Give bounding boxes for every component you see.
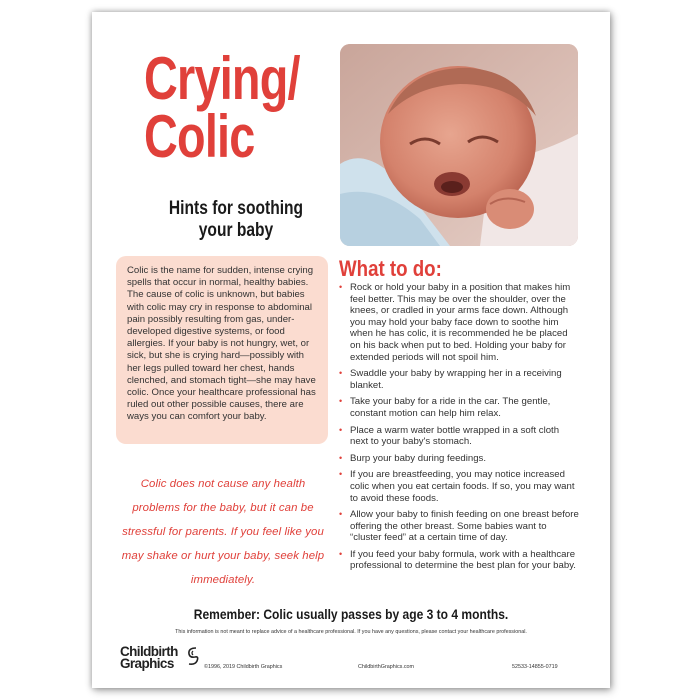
list-item: • If you feed your baby formula, work with a healthcare professional to determine the best plan for your baby. xyxy=(339,548,576,572)
intro-text: Colic is the name for sudden, intense crying spells that occur in normal, healthy babies. The cause of colic is unknown, but babies with colic may cry in response to abdominal pain possibly resulting from gas, under-developed digestive systems, or food allergies. If your baby is not hungry, wet, or sick, but she is crying hard—possibly with her legs pulled toward her chest, hands clenched, and stomach tight—she may have colic. Once your healthcare professional has ruled out other possible causes, there are ways you can comfort your baby. xyxy=(127,265,316,423)
item-number: 52533-14855-0719 xyxy=(512,664,558,670)
swirl-logo-icon xyxy=(186,646,200,666)
bullet-icon: • xyxy=(339,509,343,520)
bullet-icon: • xyxy=(339,452,343,463)
bullet-icon: • xyxy=(339,469,343,480)
subtitle-line-2: your baby xyxy=(198,220,274,241)
bullet-icon: • xyxy=(339,368,343,379)
logo-line-1: Childbirth xyxy=(120,644,178,659)
title-line-2: Colic xyxy=(144,103,255,170)
list-item: • Place a warm water bottle wrapped in a soft cloth next to your baby's stomach. xyxy=(339,424,560,448)
title-line-1: Crying/ xyxy=(144,45,300,112)
todo-heading: What to do: xyxy=(339,256,442,281)
bullet-icon: • xyxy=(339,282,343,292)
list-item: • Take your baby for a ride in the car. The gentle, constant motion can help him relax. xyxy=(339,396,551,419)
list-item: • Allow your baby to finish feeding on one breast before offering the other breast. Some babies want to “cluster feed” at a certain time of day. xyxy=(339,509,579,544)
website: ChildbirthGraphics.com xyxy=(358,664,415,670)
list-item: • Rock or hold your baby in a position that makes him feel better. This may be over the shoulder, over the knees, or cradled in your arms face down. Although you may hold your baby face down to soothe him when he has colic, it is recommended he be placed on his back when put to bed. Holding your baby for extended periods will not spoil him. xyxy=(339,282,571,363)
crying-baby-photo xyxy=(340,44,578,246)
bullet-icon: • xyxy=(339,396,343,407)
childbirth-graphics-logo xyxy=(120,646,204,676)
crying-baby-illustration xyxy=(340,44,578,246)
warning-callout: Colic does not cause any health problems for the baby, but it can be stressful for parents. If you feel like you may shake or hurt your baby, seek help immediately. xyxy=(121,478,325,586)
page-title xyxy=(144,45,308,170)
list-item: • If you are breastfeeding, you may notice increased colic when you eat certain foods. If so, you may want to avoid these foods. xyxy=(339,469,575,504)
handout-page xyxy=(92,12,610,688)
list-item: • Burp your baby during feedings. xyxy=(339,452,486,464)
disclaimer: This information is not meant to replace advice of a healthcare professional. If you have any questions, please contact your healthcare professional. xyxy=(175,629,527,635)
intro-box xyxy=(116,256,328,444)
list-item: • Swaddle your baby by wrapping her in a receiving blanket. xyxy=(339,368,562,391)
subtitle-line-1: Hints for soothing xyxy=(168,198,304,219)
page-subtitle xyxy=(154,198,318,242)
copyright: ©1996, 2019 Childbirth Graphics xyxy=(204,664,283,670)
logo-line-2: Graphics xyxy=(120,656,174,671)
todo-list xyxy=(339,282,579,577)
bullet-icon: • xyxy=(339,424,343,435)
bullet-icon: • xyxy=(339,548,343,559)
remember-note: Remember: Colic usually passes by age 3 to 4 months. xyxy=(193,606,509,622)
